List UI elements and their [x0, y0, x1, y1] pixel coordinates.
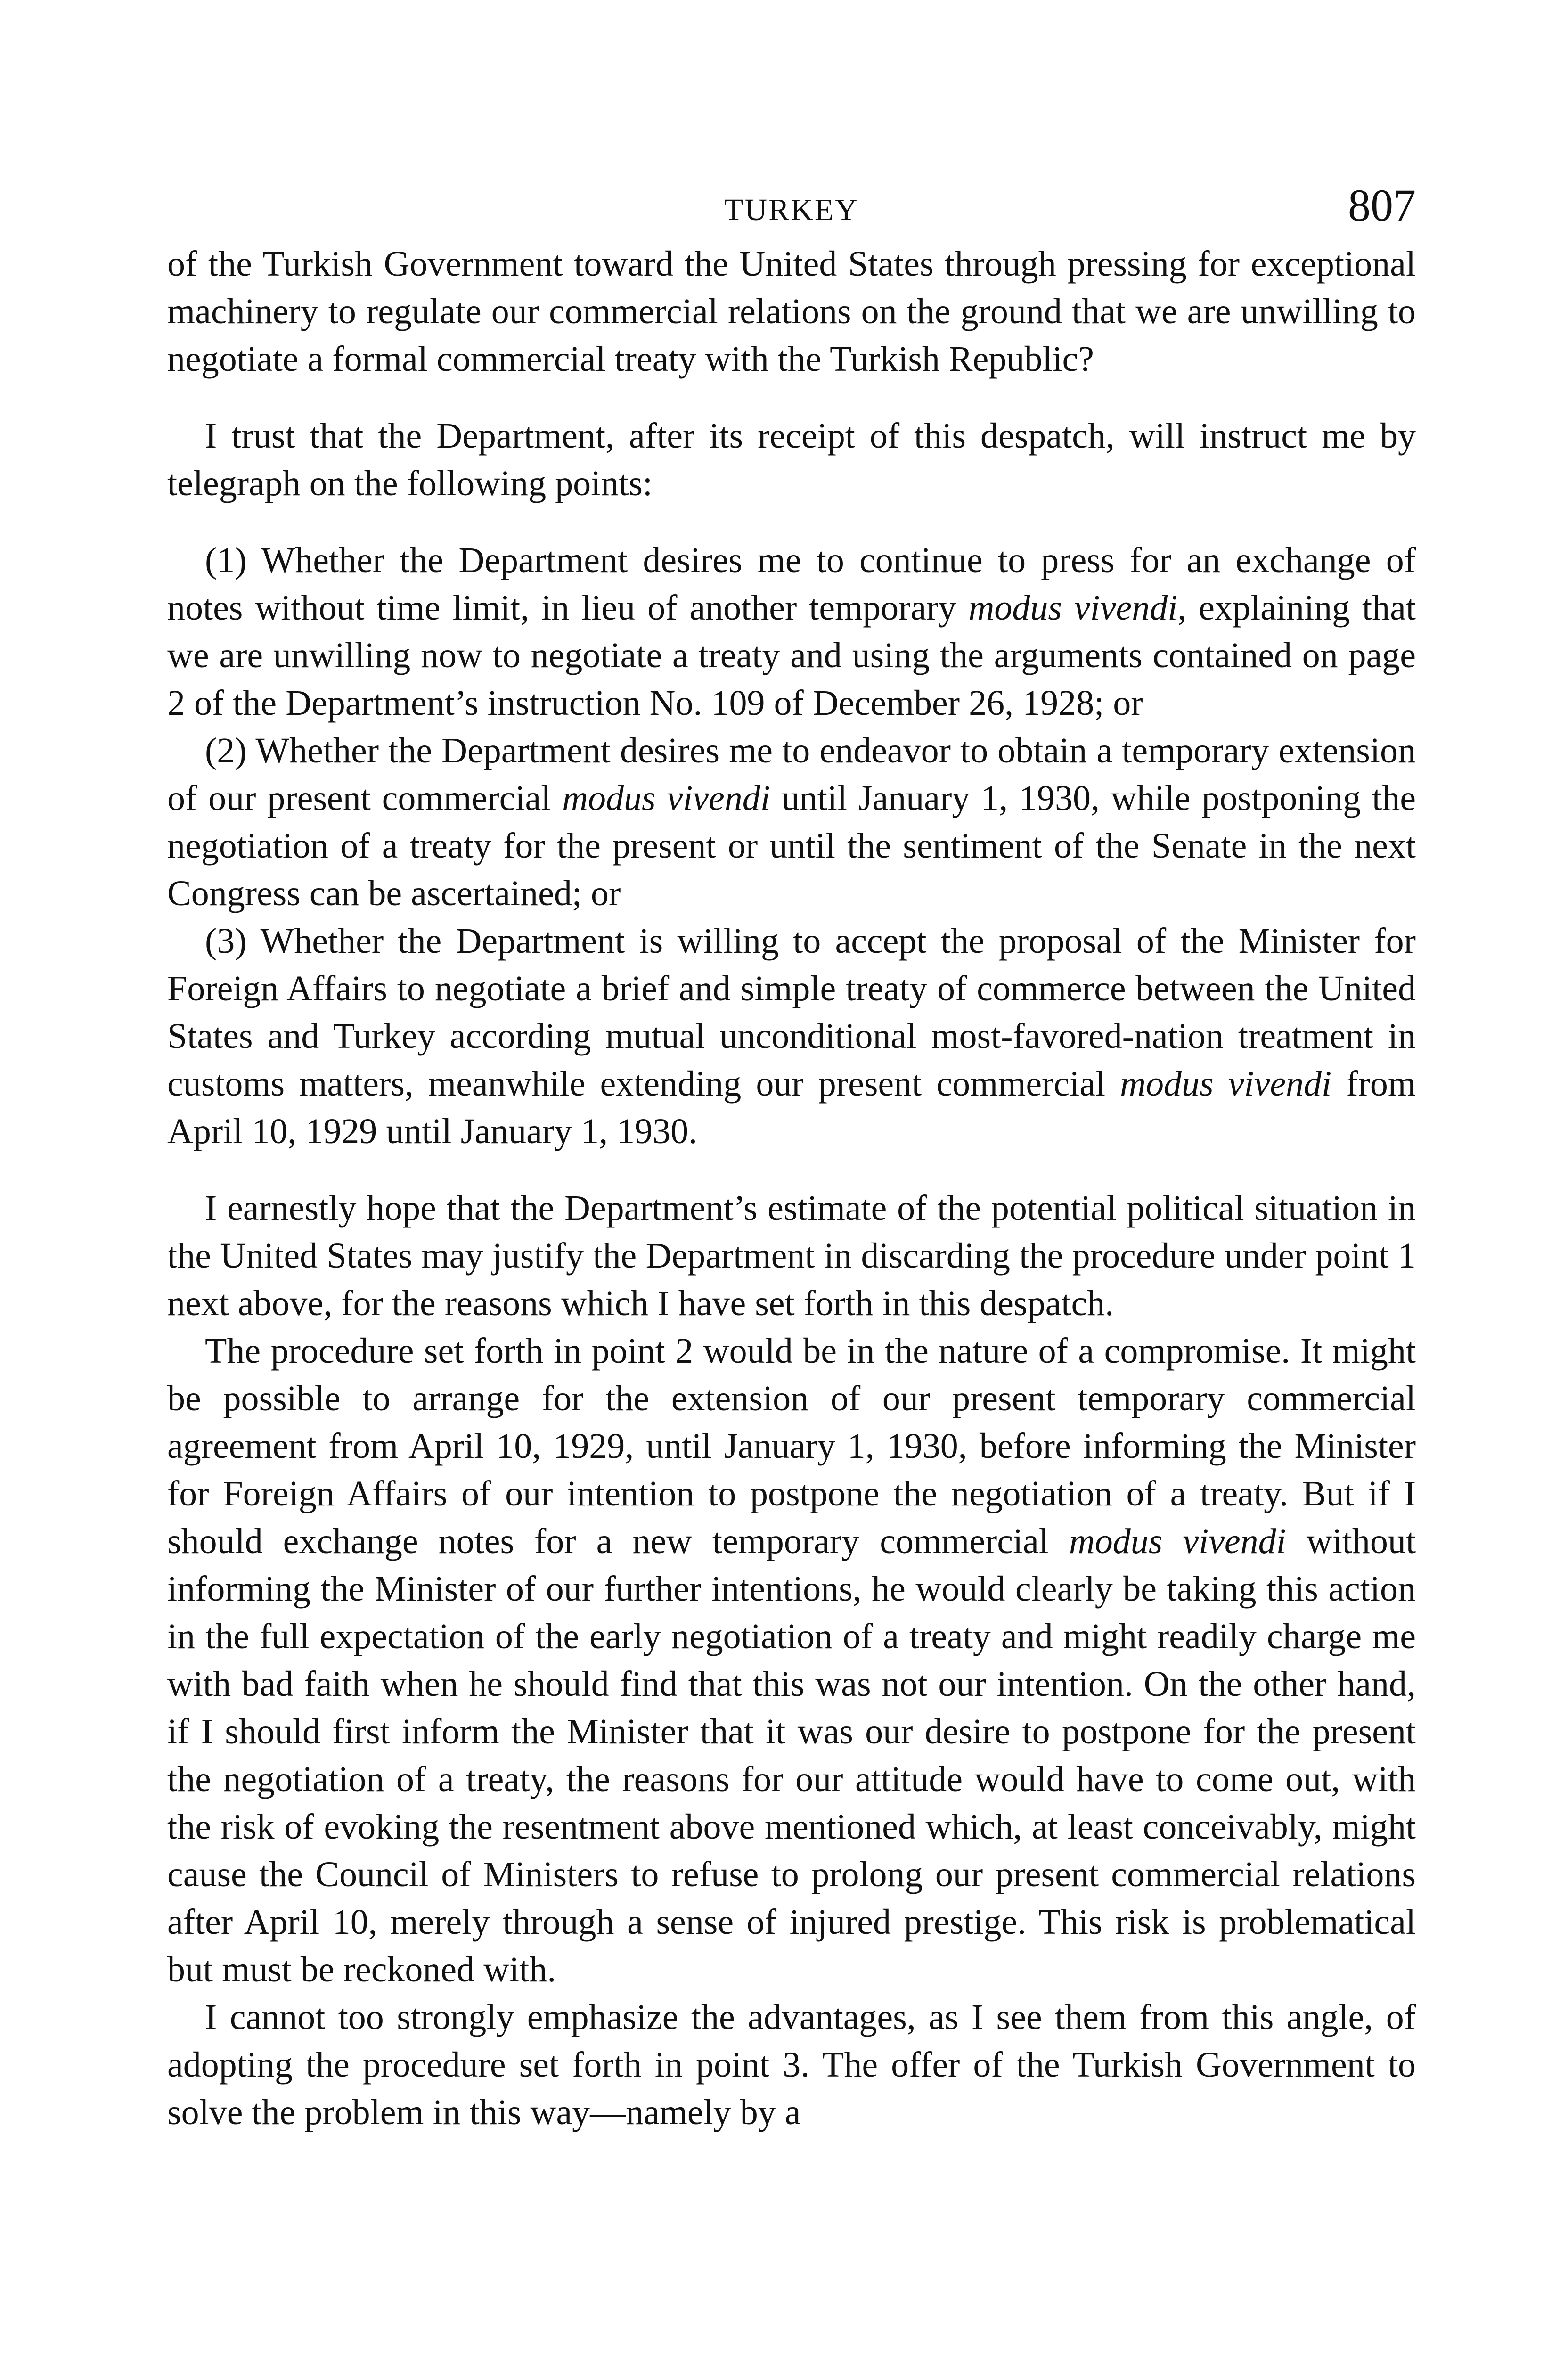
p4-text-b: without informing the Minister of our further intentions, he would clearly be taking this action in the full expectation of the early negotiation of a treaty and might readily charge me with bad faith when he should find that this was not our intention. On the other hand, if I should first inform the Minister that it was our desire to postpone for the present the negotiation of a treaty, the reasons for our attitude would have to come out, with the risk of evoking the resentment above mentioned which, at least conceivably, might cause the Council of Ministers to refuse to prolong our present commercial relations after April 10, merely through a sense of injured prestige. This risk is problematical but must be reckoned with. — [167, 1522, 1416, 1989]
point-2-text-b: until January 1, 1930, while postponing the negotiation of a treaty for the present or until the sentiment of the Senate in the next Congress can be ascertained; or — [167, 778, 1416, 913]
paragraph-continuation: of the Turkish Government toward the United States through pressing for exceptional machinery to regulate our commercial relations on the ground that we are unwilling to negotiate a formal commercial treaty with the Turkish Republic? — [167, 244, 1416, 379]
point-3-italic: modus vivendi — [1120, 1064, 1332, 1104]
paragraph-point-3-advantages: I cannot too strongly emphasize the advantages, as I see them from this angle, of adopting the procedure set forth in point 3. The offer of the Turkish Government to solve the problem in this way—namely by a — [167, 1997, 1416, 2132]
paragraph-point-2-discussion — [167, 1327, 1416, 1994]
point-1 — [167, 537, 1416, 727]
p4-italic: modus vivendi — [1069, 1522, 1286, 1561]
running-head: TURKEY — [724, 193, 859, 227]
point-1-text-a: (1) Whether the Department desires me to continue to press for an exchange of notes without time limit, in lieu of another temporary — [167, 540, 1416, 628]
point-1-italic: modus vivendi — [968, 588, 1178, 628]
point-3-text-a: (3) Whether the Department is willing to accept the proposal of the Minister for Foreign Affairs to negotiate a brief and simple treaty of commerce between the United States and Turkey according mutual unconditional most-favored-nation treatment in customs matters, meanwhile extending our present commercial — [167, 921, 1416, 1104]
point-2-text-a: (2) Whether the Department desires me to endeavor to obtain a temporary extension of our present commercial — [167, 731, 1416, 818]
paragraph-request: I trust that the Department, after its receipt of this despatch, will instruct me by telegraph on the following points: — [167, 416, 1416, 503]
point-3 — [167, 917, 1416, 1155]
page-number: 807 — [1348, 180, 1416, 230]
paragraph-hope: I earnestly hope that the Department’s estimate of the potential political situation in the United States may justify the Department in discarding the procedure under point 1 next above, for the reasons which I have set forth in this despatch. — [167, 1188, 1416, 1323]
point-3-text-b: from April 10, 1929 until January 1, 1930. — [167, 1064, 1416, 1151]
p4-text-a: The procedure set forth in point 2 would be in the nature of a compromise. It might be possible to arrange for the extension of our present temporary commercial agreement from April 10, 1929, until January 1, 1930, before informing the Minister for Foreign Affairs of our intention to postpone the negotiation of a treaty. But if I should exchange notes for a new temporary commercial — [167, 1331, 1416, 1561]
document-page — [167, 179, 1416, 2136]
page-header — [167, 179, 1416, 240]
point-1-text-b: , explaining that we are unwilling now to negotiate a treaty and using the arguments contained on page 2 of the Department’s instruction No. 109 of December 26, 1928; or — [167, 588, 1416, 723]
point-2 — [167, 727, 1416, 917]
point-2-italic: modus vivendi — [562, 778, 770, 818]
